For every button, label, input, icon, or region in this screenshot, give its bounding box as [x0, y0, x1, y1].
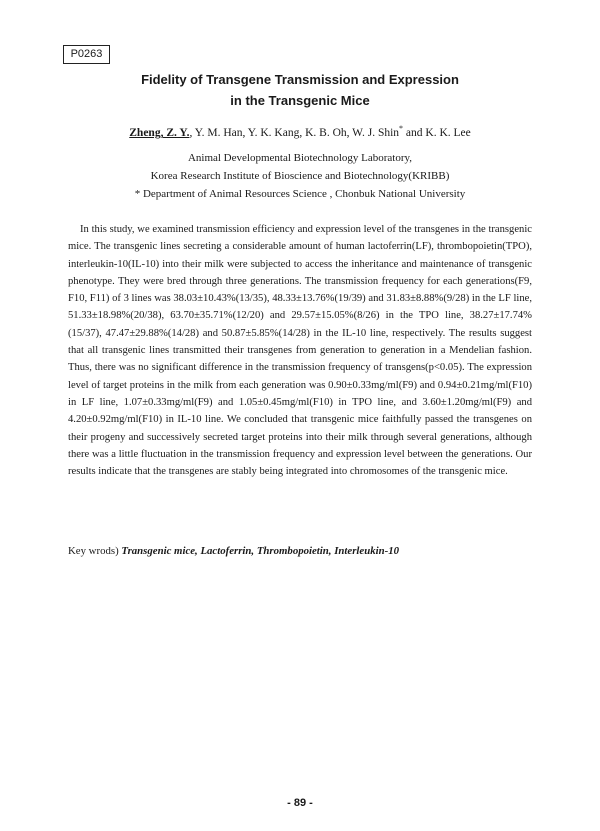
affiliation-line-2: Korea Research Institute of Bioscience and Biotechnology(KRIBB): [150, 170, 450, 182]
co-authors-a: , Y. M. Han, Y. K. Kang, K. B. Oh, W. J. Shin: [189, 126, 400, 139]
affiliation-mark: *: [399, 124, 404, 133]
keywords-list: Transgenic mice, Lactoferrin, Thrombopoietin, Interleukin-10: [121, 545, 399, 557]
first-author: Zheng, Z. Y.: [129, 126, 190, 139]
page-number: - 89 -: [287, 797, 313, 809]
affiliation-line-1: Animal Developmental Biotechnology Laboratory,: [187, 152, 413, 164]
author-list: [0, 124, 600, 139]
keywords-label: Key wrods): [68, 545, 122, 557]
affiliation-line-3: * Department of Animal Resources Science , Chonbuk National University: [134, 188, 466, 200]
keywords: [68, 545, 538, 557]
abstract-code-label: P0263: [63, 45, 110, 64]
abstract-body: In this study, we examined transmission efficiency and expression level of the transgenes in the transgenic mice. The transgenic lines secreting a considerable amount of human lactoferrin(LF), thrombopoietin(TPO), interleukin-10(IL-10) into their milk were subjected to access the inheritance and maintenance of transgenic phenotype. They were bred through three generations. The transmission frequency for each generations(F9, F10, F11) of 3 lines was 38.03±10.43%(13/35), 48.33±13.76%(19/39) and 31.83±8.88%(9/28) in the LF line, 51.33±18.98%(20/38), 63.70±35.71%(12/20) and 29.57±15.05%(8/26) in the TPO line, 38.27±17.74%(15/37), 47.47±29.88%(14/28) and 50.87±5.85%(14/28) in the IL-10 line, respectively. The results suggest that all transgenic lines transmitted their transgenes from generation to generation in a Mendelian fashion. Thus, there was no significant difference in the transmission frequency of transgens(p<0.05). The expression level of target proteins in the milk from each generation was 0.90±0.33mg/ml(F9) and 0.94±0.21mg/ml(F10) in LF line, 1.07±0.33mg/ml(F9) and 1.05±0.45mg/ml(F10) in TPO line, and 3.60±1.20mg/ml(F9) and 4.20±0.92mg/ml(F10) in IL-10 line. We concluded that transgenic mice faithfully passed the transgenes on their progeny and successively secreted target proteins into their milk through several generations, although there was a little fluctuation in the transmission frequency and expression level between the generations. Our results indicate that the transgenes are stably being integrated into chromosomes of the transgenic mice.: [68, 224, 532, 478]
co-authors-b: and K. K. Lee: [403, 126, 471, 139]
paper-title-line-2: in the Transgenic Mice: [230, 93, 370, 108]
paper-title-line-1: Fidelity of Transgene Transmission and Expression: [141, 72, 459, 87]
